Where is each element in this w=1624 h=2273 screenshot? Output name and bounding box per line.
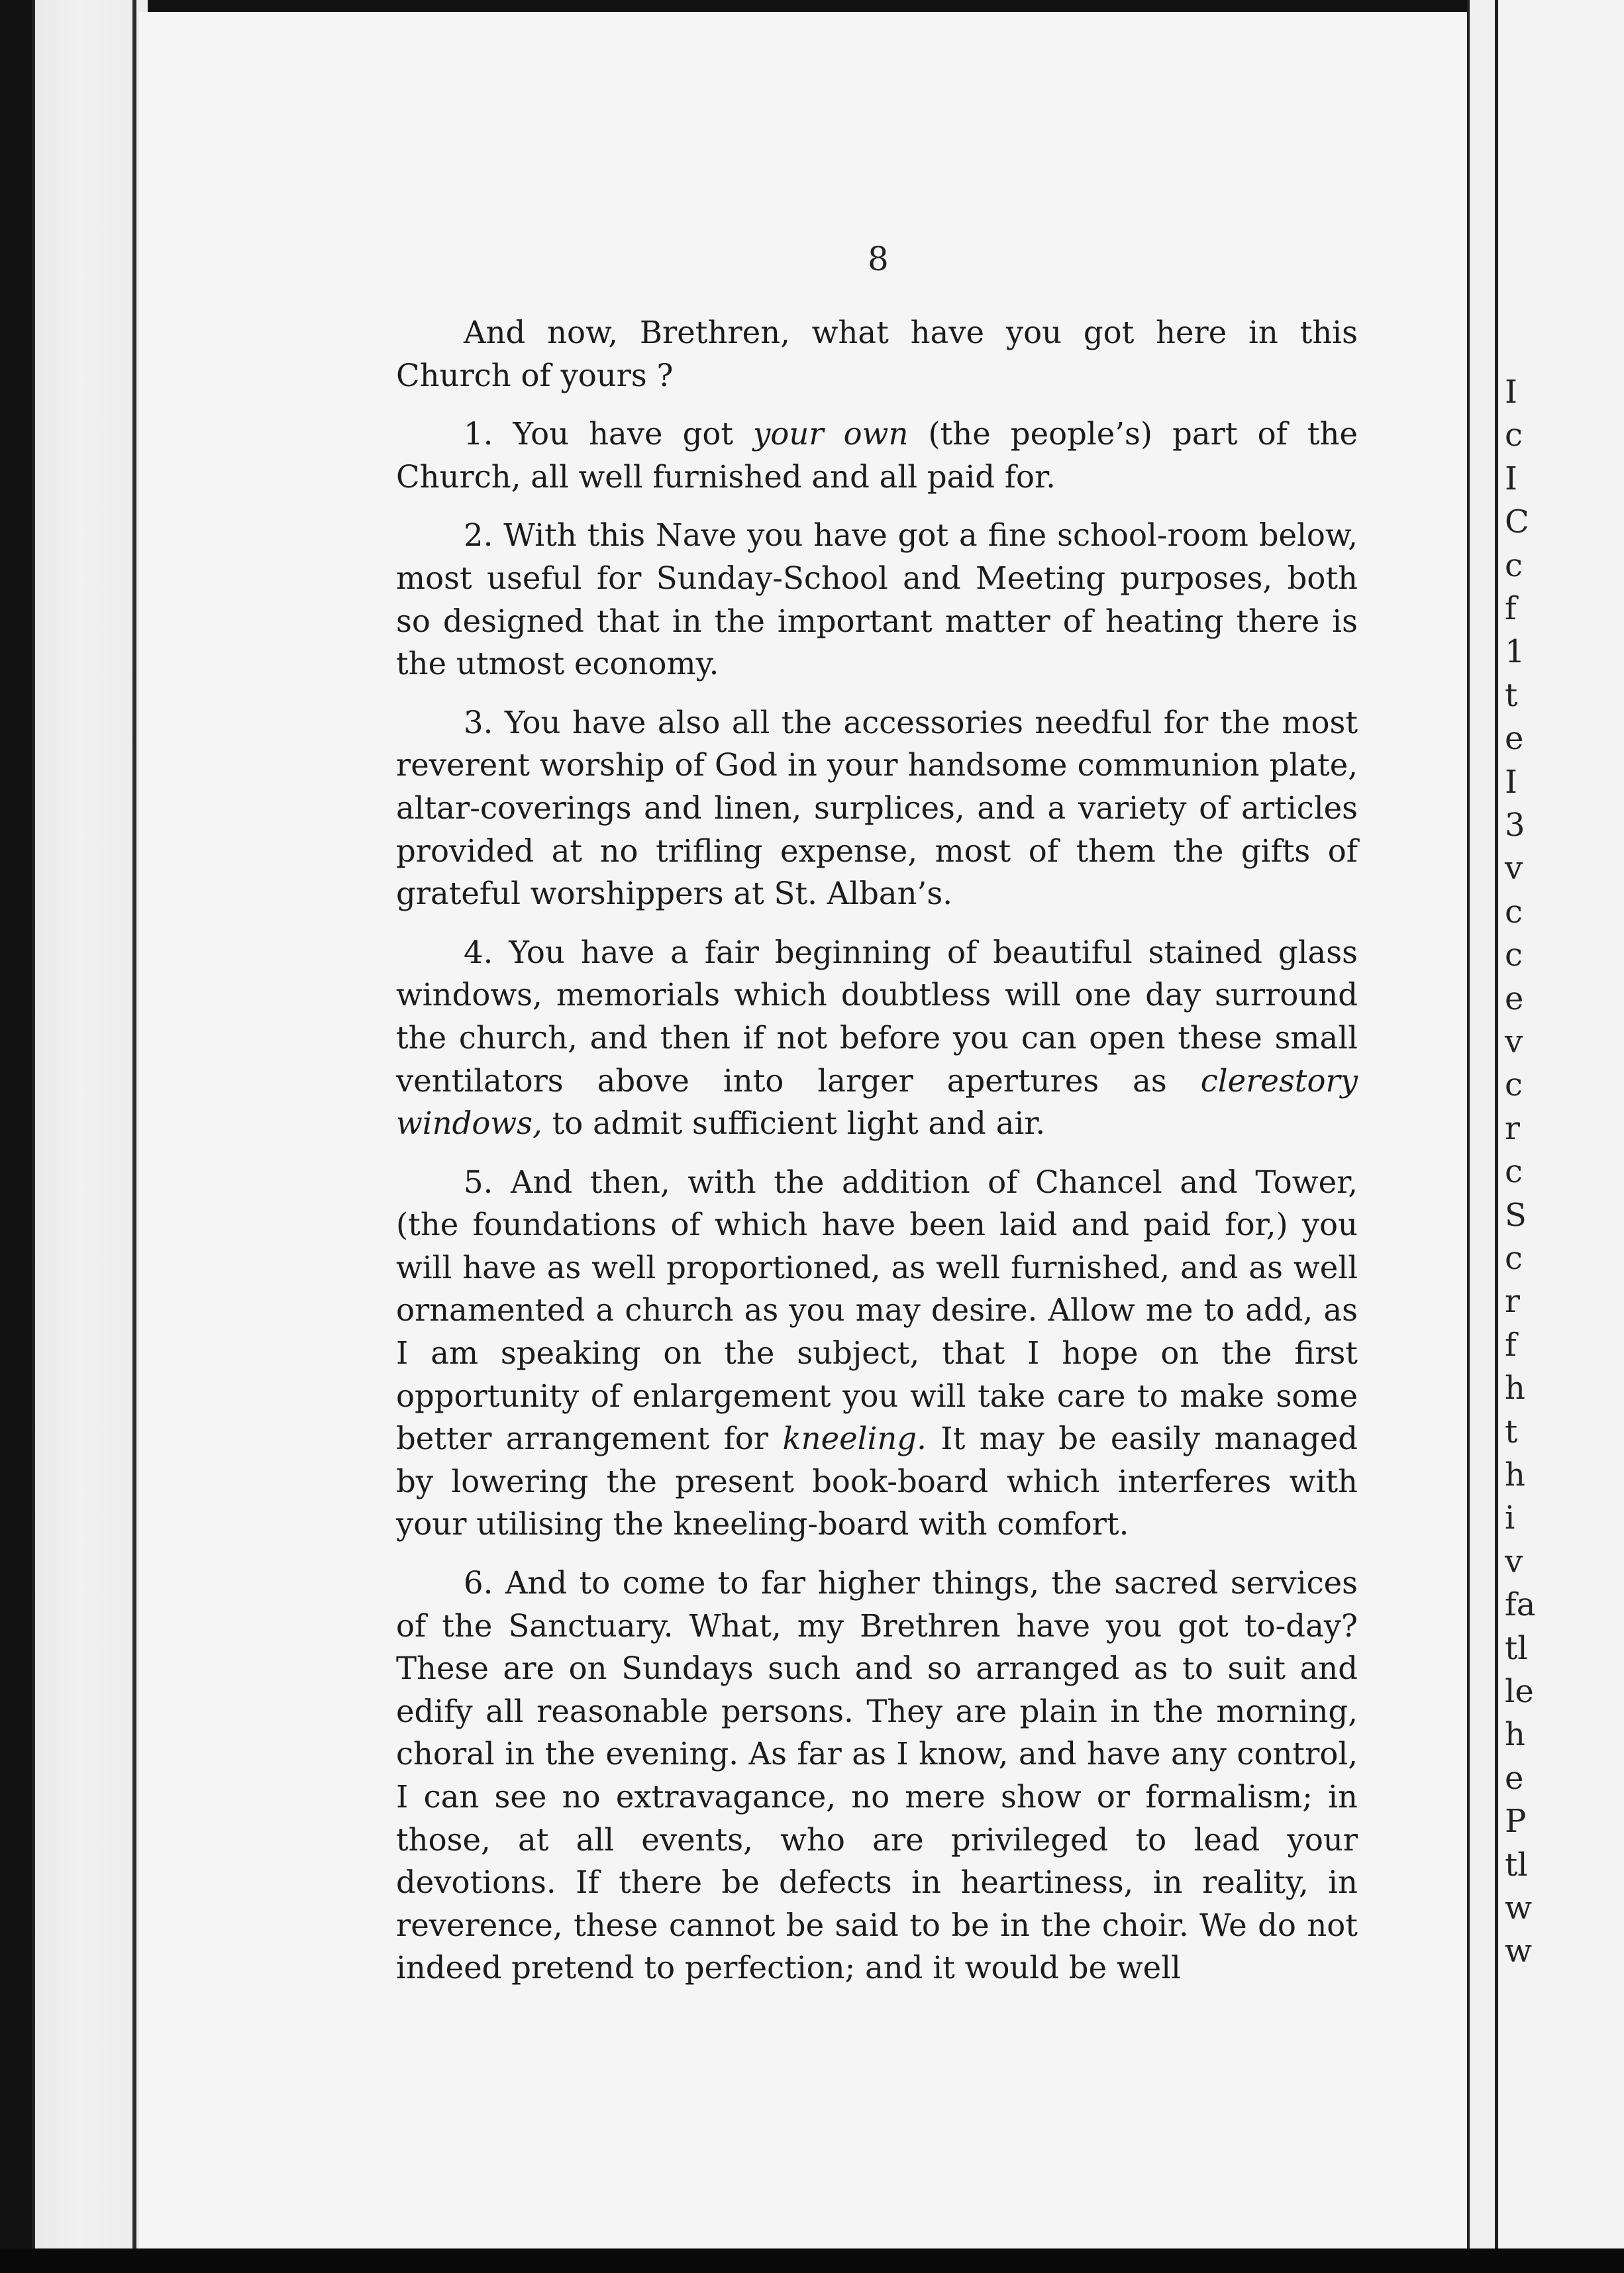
- next-page-letter: I: [1505, 763, 1517, 801]
- italic-emphasis: clerestory windows,: [396, 1062, 1358, 1142]
- paragraph-text: 1. You have got: [464, 416, 754, 452]
- next-page-letter: w: [1505, 1890, 1533, 1927]
- italic-emphasis: kneeling.: [782, 1421, 927, 1457]
- paragraph-text: 5. And then, with the addition of Chancel and Tower, (the foundations of which have been laid and paid for,) you will have as well proportioned, as well furnished, and as well ornamented a church as you may desire. Allow me to add, as I am speaking on the subject, that I hope on the first opportunity of enlargement you will take care to make some better arrangement for: [396, 1164, 1358, 1457]
- paragraph-5: [396, 1161, 1358, 1546]
- page-body-text: [396, 311, 1358, 2005]
- next-page-fragment: [1498, 0, 1624, 2258]
- next-page-letter: v: [1505, 850, 1523, 887]
- next-page-letter: tl: [1505, 1846, 1528, 1884]
- next-page-letter: c: [1505, 893, 1523, 931]
- paragraph-4: [396, 931, 1358, 1145]
- next-page-letter: f: [1505, 1326, 1517, 1364]
- gutter-line: [132, 0, 136, 2252]
- paragraph-1: [396, 413, 1358, 498]
- paragraph-text: It may be easily managed by lowering the present book-board which interferes with your utilising the kneeling-board with comfort.: [396, 1421, 1358, 1542]
- next-page-letter: h: [1505, 1716, 1525, 1754]
- paragraph-text: (the people’s) part of the Church, all well furnished and all paid for.: [396, 416, 1358, 495]
- next-page-letter: i: [1505, 1499, 1515, 1537]
- next-page-letter: le: [1505, 1673, 1534, 1710]
- next-page-letter: e: [1505, 1759, 1524, 1797]
- next-page-letter: fa: [1505, 1586, 1536, 1624]
- next-page-letter: S: [1505, 1196, 1527, 1234]
- next-page-letter: c: [1505, 936, 1523, 974]
- next-page-letter: P: [1505, 1803, 1527, 1841]
- next-page-letter: r: [1505, 1109, 1520, 1147]
- next-page-letter: t: [1505, 1413, 1518, 1450]
- paragraph-2: 2. With this Nave you have got a fine school-room below, most useful for Sunday-School and Meeting purposes, both so designed that in the important matter of heating there is the utmost economy.: [396, 517, 1358, 682]
- next-page-letter: 1: [1505, 633, 1525, 671]
- next-page-letter: I: [1505, 374, 1517, 411]
- next-page-letter: w: [1505, 1933, 1533, 1970]
- next-page-letter: v: [1505, 1023, 1523, 1060]
- paragraph-6: 6. And to come to far higher things, the sacred services of the Sanctuary. What, my Brethren have you got to-day? These are on Sundays such and so arranged as to suit and edify all reasonable persons. They are plain in the morning, choral in the evening. As far as I know, and have any control, I can see no extravagance, no mere show or formalism; in those, at all events, who are privileged to lead your devotions. If there be defects in heartiness, in reality, in reverence, these cannot be said to be in the choir. We do not indeed pretend to perfection; and it would be well: [396, 1565, 1358, 1986]
- next-page-letter: c: [1505, 1153, 1523, 1191]
- next-page-letter: e: [1505, 720, 1524, 758]
- paragraph-intro: And now, Brethren, what have you got here in this Church of yours ?: [396, 315, 1358, 393]
- previous-page-edge: [32, 0, 148, 2252]
- italic-emphasis: your own: [753, 416, 909, 452]
- next-page-letter: c: [1505, 546, 1523, 584]
- next-page-letter: C: [1505, 503, 1529, 541]
- page-number: 8: [868, 240, 889, 278]
- next-page-letter: h: [1505, 1370, 1525, 1407]
- next-page-letter: f: [1505, 590, 1517, 627]
- next-page-letter: I: [1505, 460, 1517, 497]
- next-page-letter: r: [1505, 1283, 1520, 1321]
- next-page-letter: 3: [1505, 807, 1525, 844]
- next-page-letter: h: [1505, 1456, 1525, 1493]
- next-page-letter: c: [1505, 1066, 1523, 1104]
- next-page-letter: c: [1505, 1240, 1523, 1277]
- paragraph-text: 4. You have a fair beginning of beautiful stained glass windows, memorials which doubtless will one day surround the church, and then if not before you can open these small ventilators above into larger apertures as: [396, 934, 1358, 1099]
- page-fore-edge: [1467, 0, 1497, 2258]
- next-page-letter: e: [1505, 980, 1524, 1017]
- next-page-letter: v: [1505, 1542, 1523, 1580]
- paragraph-text: to admit sufficient light and air.: [542, 1105, 1046, 1142]
- next-page-letter: tl: [1505, 1629, 1528, 1667]
- scan-bottom-border: [0, 2248, 1624, 2273]
- next-page-letter: c: [1505, 417, 1523, 454]
- next-page-letter: t: [1505, 676, 1518, 714]
- paragraph-3: 3. You have also all the accessories needful for the most reverent worship of God in your handsome communion plate, altar-coverings and linen, surplices, and a variety of articles provided at no trifling expense, most of them the gifts of grateful worshippers at St. Alban’s.: [396, 704, 1358, 912]
